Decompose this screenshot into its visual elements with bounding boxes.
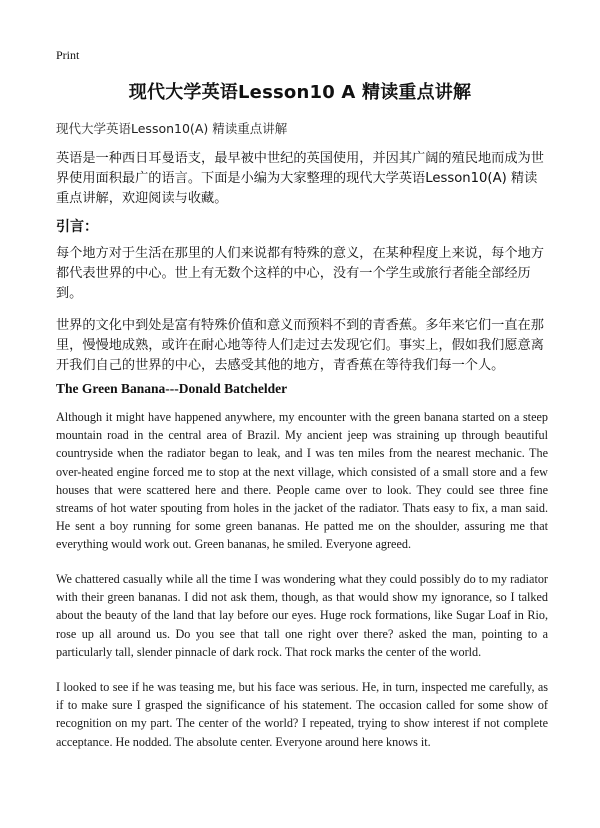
- preface-paragraph-2: 世界的文化中到处是富有特殊价值和意义而预料不到的青香蕉。多年来它们一直在那里，慢慢地成熟，或许在耐心地等待人们走过去发现它们。事实上，假如我们愿意离开我们自己的世界的中心，去感受其他的地方，青香蕉在等待我们每一个人。: [56, 318, 544, 373]
- article-paragraph-1: Although it might have happened anywhere, my encounter with the green banana started on a steep mountain road in the central area of Brazil. My ancient jeep was straining up through beautiful countryside when the radiator began to leak, and I was ten miles from the nearest mechanic. The over-heated engine forced me to stop at the next village, which consisted of a small store and a few houses that were scattered here and there. People came over to look. They could see three fine streams of hot water spouting from holes in the jacket of the radiator. Thats easy to fix, a man said. He sent a boy running for some green bananas. He patted me on the shoulder, assuring me that everything would work out. Green bananas, he smiled. Everyone agreed.: [56, 410, 548, 552]
- article-paragraph-3: I looked to see if he was teasing me, but his face was serious. He, in turn, inspected me carefully, as if to make sure I grasped the significance of his statement. The occasion called for some show of recognition on my part. The center of the world? I repeated, trying to show interest if not complete acceptance. He nodded. The absolute center. Everyone around here knows it.: [56, 680, 548, 749]
- intro-paragraph: 英语是一种西日耳曼语支，最早被中世纪的英国使用，并因其广阔的殖民地而成为世界使用面积最广的语言。下面是小编为大家整理的现代大学英语Lesson10(A) 精读重点讲解，欢迎阅读与收藏。: [56, 151, 544, 206]
- article-heading: The Green Banana---Donald Batchelder: [56, 381, 288, 396]
- page-subtitle: 现代大学英语Lesson10(A) 精读重点讲解: [56, 121, 288, 136]
- page-title: 现代大学英语Lesson10 A 精读重点讲解: [128, 82, 472, 103]
- print-label: Print: [56, 48, 80, 62]
- preface-heading: 引言：: [56, 219, 98, 235]
- article-paragraph-2: We chattered casually while all the time I was wondering what they could possibly do to my radiator with their green bananas. I did not ask them, though, as that would show my ignorance, so I talked about the beauty of the land that lay before our eyes. Huge rock formations, like Sugar Loaf in Rio, rose up all around us. Do you see that tall one right over there? asked the man, pointing to a particularly tall, slender pinnacle of dark rock. That rock marks the center of the world.: [56, 572, 548, 659]
- preface-paragraph-1: 每个地方对于生活在那里的人们来说都有特殊的意义，在某种程度上来说，每个地方都代表世界的中心。世上有无数个这样的中心，没有一个学生或旅行者能全部经历到。: [56, 246, 544, 301]
